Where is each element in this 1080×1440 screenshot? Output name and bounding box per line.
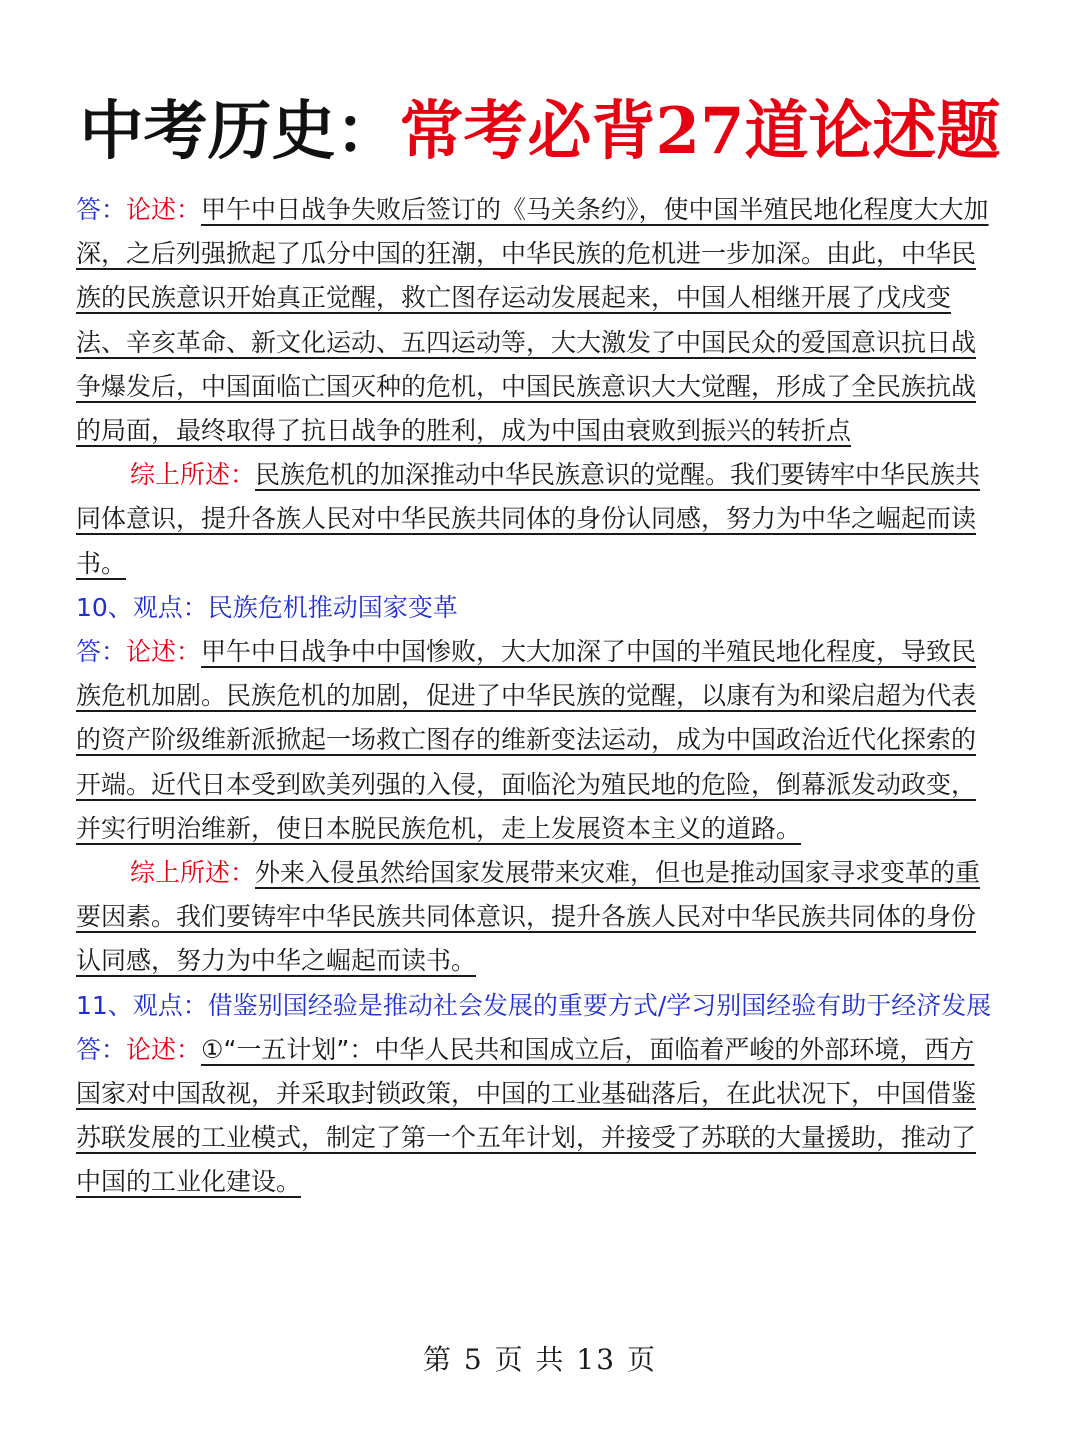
argument-text: ①“一五计划”：中华人民共和国成立后，面临着严峻的外部环境，西方国家对中国敌视，并采取封锁政策，中国的工业基础落后，在此状况下，中国借鉴苏联发展的工业模式，制定了第一个五年计划，并接受了苏联的大量援助，推动了中国的工业化建设。 bbox=[76, 1034, 977, 1197]
document-body bbox=[76, 188, 994, 1205]
argument-text: 甲午中日战争失败后签订的《马关条约》，使中国半殖民地化程度大大加深，之后列强掀起了瓜分中国的狂潮，中华民族的危机进一步加深。由此，中华民族的民族意识开始真正觉醒，救亡图存运动发展起来，中国人相继开展了戊戌变法、辛亥革命、新文化运动、五四运动等，大大激发了中国民众的爱国意识抗日战争爆发后，中国面临亡国灭种的危机，中国民族意识大大觉醒，形成了全民族抗战的局面，最终取得了抗日战争的胜利，成为中国由衰败到振兴的转折点 bbox=[76, 195, 989, 446]
answer-label: 答： bbox=[76, 637, 127, 667]
block3-heading: 11、观点：借鉴别国经验是推动社会发展的重要方式/学习别国经验有助于经济发展 bbox=[76, 990, 992, 1020]
page-number: 第 5 页 共 13 页 bbox=[423, 1343, 657, 1376]
answer-label: 答： bbox=[76, 1034, 127, 1064]
title-highlight: 常考必背27道论述题 bbox=[399, 94, 1001, 169]
block1-summary bbox=[76, 453, 994, 586]
block1-argument bbox=[76, 188, 994, 453]
block2-summary bbox=[76, 851, 994, 984]
summary-text: 外来入侵虽然给国家发展带来灾难，但也是推动国家寻求变革的重要因素。我们要铸牢中华民族共同体意识，提升各族人民对中华民族共同体的身份认同感，努力为中华之崛起而读书。 bbox=[76, 858, 981, 976]
block2-heading: 10、观点：民族危机推动国家变革 bbox=[76, 592, 458, 622]
argument-text: 甲午中日战争中中国惨败，大大加深了中国的半殖民地化程度，导致民族危机加剧。民族危机的加剧，促进了中华民族的觉醒，以康有为和梁启超为代表的资产阶级维新派掀起一场救亡图存的维新变法运动，成为中国政治近代化探索的开端。近代日本受到欧美列强的入侵，面临沦为殖民地的危险，倒幕派发动政变，并实行明治维新，使日本脱民族危机，走上发展资本主义的道路。 bbox=[76, 637, 977, 843]
summary-text: 民族危机的加深推动中华民族意识的觉醒。我们要铸牢中华民族共同体意识，提升各族人民对中华民族共同体的身份认同感，努力为中华之崛起而读书。 bbox=[76, 460, 981, 578]
title-prefix: 中考历史： bbox=[79, 94, 400, 169]
argument-label: 论述： bbox=[126, 195, 202, 224]
summary-label: 综上所述： bbox=[130, 858, 256, 888]
argument-label: 论述： bbox=[126, 1034, 202, 1064]
argument-label: 论述： bbox=[126, 637, 202, 667]
page-title bbox=[0, 92, 1080, 172]
block2-argument bbox=[76, 630, 994, 851]
summary-label: 综上所述： bbox=[130, 460, 256, 490]
answer-label: 答： bbox=[76, 195, 127, 224]
block3-argument bbox=[76, 1028, 994, 1205]
